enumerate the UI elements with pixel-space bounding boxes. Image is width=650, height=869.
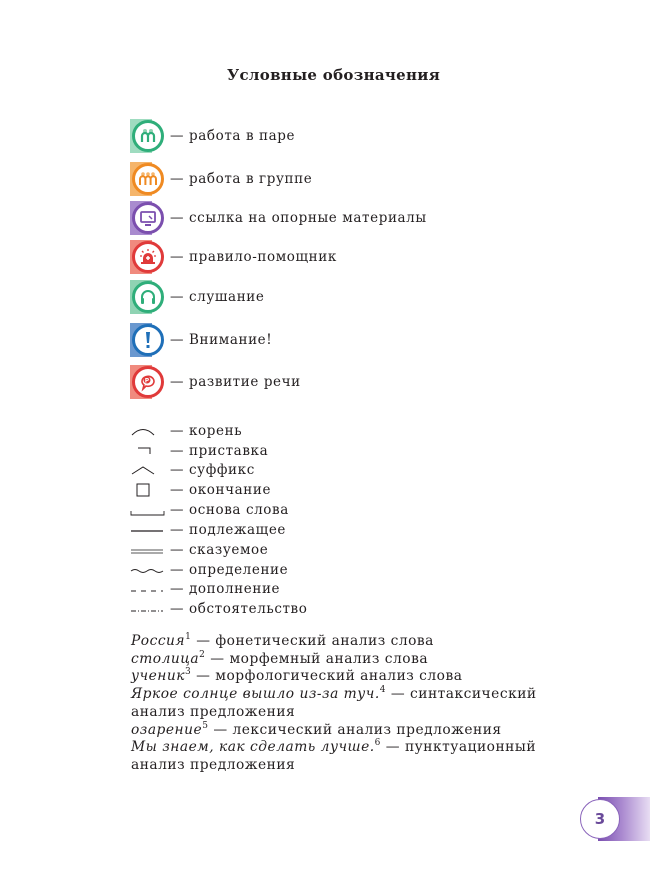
mark-item-attribute	[130, 561, 288, 579]
mark-item-stem	[130, 501, 289, 519]
speech-development-icon	[130, 365, 164, 399]
analysis-item-lexical	[131, 722, 591, 740]
analysis-description: — лексический анализ предложения	[208, 721, 502, 738]
dash: —	[170, 542, 185, 558]
object-dashed-line-mark-icon	[130, 580, 166, 598]
svg-text:P: P	[144, 377, 150, 385]
mark-item-object	[130, 580, 280, 598]
mark-label: определение	[189, 562, 289, 578]
root-arc-mark-icon	[130, 422, 166, 440]
analysis-item-punctuation	[131, 739, 591, 774]
mark-label: обстоятельство	[189, 601, 308, 617]
legend-item-group-work	[130, 162, 312, 196]
analysis-description: — пунктуационный анализ предложения	[131, 739, 537, 773]
dash: —	[170, 601, 185, 617]
analysis-number: 5	[202, 720, 209, 731]
dash: —	[170, 374, 185, 390]
analysis-item-morphological	[131, 668, 591, 686]
legend-label: Внимание!	[189, 332, 273, 348]
page-number: 3	[580, 799, 620, 839]
legend-label: правило-помощник	[189, 249, 337, 265]
analysis-number: 6	[374, 738, 381, 749]
listening-headphones-icon	[130, 280, 164, 314]
legend-item-rule-helper	[130, 240, 337, 274]
legend-item-attention	[130, 323, 272, 357]
analysis-item-morphemic	[131, 651, 591, 669]
dash: —	[170, 249, 185, 265]
dash: —	[170, 462, 185, 478]
dash: —	[170, 171, 185, 187]
stem-bracket-mark-icon	[130, 501, 166, 519]
suffix-caret-mark-icon	[130, 461, 166, 479]
legend-label: развитие речи	[189, 374, 301, 390]
dash: —	[170, 332, 185, 348]
analysis-description: — морфемный анализ слова	[205, 650, 429, 667]
mark-label: суффикс	[189, 462, 255, 478]
analysis-example: Мы знаем, как сделать лучше.	[131, 739, 375, 756]
analysis-item-syntactic	[131, 686, 591, 721]
analysis-number: 3	[184, 667, 192, 678]
page-title: Условные обозначения	[227, 66, 441, 84]
mark-label: сказуемое	[189, 542, 269, 558]
mark-label: окончание	[189, 482, 272, 498]
legend-item-reference-materials	[130, 201, 427, 235]
dash: —	[170, 522, 185, 538]
legend-item-listening	[130, 280, 264, 314]
attribute-wavy-line-mark-icon	[130, 561, 166, 579]
prefix-corner-mark-icon	[130, 442, 166, 460]
predicate-double-line-mark-icon	[130, 541, 166, 559]
analysis-description: — синтаксический анализ предложения	[131, 686, 537, 720]
dash: —	[170, 443, 185, 459]
analysis-example: озарение	[131, 721, 203, 738]
attention-exclamation-icon	[130, 323, 164, 357]
mark-item-adverbial	[130, 600, 308, 618]
mark-item-suffix	[130, 461, 255, 479]
mark-item-ending	[130, 481, 271, 499]
dash: —	[170, 128, 185, 144]
mark-item-prefix	[130, 442, 268, 460]
analysis-example: Яркое солнце вышло из-за туч.	[131, 686, 380, 703]
analysis-legend	[131, 633, 591, 775]
analysis-description: — морфологический анализ слова	[191, 668, 463, 685]
analysis-number: 2	[199, 649, 206, 660]
mark-label: корень	[189, 423, 243, 439]
legend-label: работа в группе	[189, 171, 313, 187]
pair-work-icon	[130, 119, 164, 153]
analysis-example: ученик	[131, 668, 185, 685]
legend-label: ссылка на опорные материалы	[189, 210, 427, 226]
analysis-example: столица	[131, 650, 200, 667]
legend-item-speech-development	[130, 365, 301, 399]
mark-item-root	[130, 422, 242, 440]
mark-item-predicate	[130, 541, 268, 559]
rule-helper-siren-icon	[130, 240, 164, 274]
analysis-number: 4	[379, 685, 386, 696]
analysis-example: Россия	[131, 633, 186, 649]
legend-label: слушание	[189, 289, 265, 305]
mark-label: приставка	[189, 443, 269, 459]
dash: —	[170, 289, 185, 305]
dash: —	[170, 423, 185, 439]
group-work-icon	[130, 162, 164, 196]
dash: —	[170, 562, 185, 578]
adverbial-dash-dot-line-mark-icon	[130, 600, 166, 618]
analysis-number: 1	[185, 632, 192, 642]
reference-materials-icon	[130, 201, 164, 235]
mark-label: основа слова	[189, 502, 289, 518]
legend-label: работа в паре	[189, 128, 296, 144]
dash: —	[170, 581, 185, 597]
analysis-item-phonetic	[131, 633, 591, 651]
mark-item-subject	[130, 521, 286, 539]
dash: —	[170, 210, 185, 226]
dash: —	[170, 482, 185, 498]
dash: —	[170, 502, 185, 518]
mark-label: подлежащее	[189, 522, 287, 538]
legend-item-pair-work	[130, 119, 295, 153]
ending-box-mark-icon	[130, 481, 166, 499]
analysis-description: — фонетический анализ слова	[191, 633, 434, 649]
mark-label: дополнение	[189, 581, 281, 597]
subject-single-line-mark-icon	[130, 521, 166, 539]
